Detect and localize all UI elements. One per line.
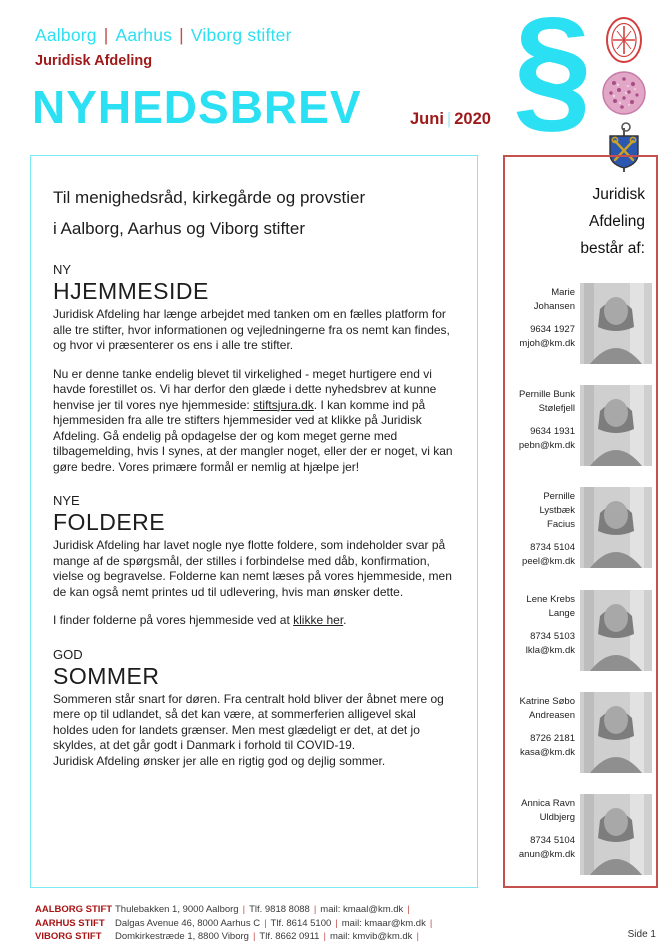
sections-container: [53, 261, 453, 769]
footer-row: [35, 917, 436, 931]
staff-name: Pernille Bunk Stølefjell: [519, 389, 575, 414]
staff-name: Marie Johansen: [533, 287, 575, 312]
staff-photo: [580, 794, 652, 875]
separator: |: [446, 110, 452, 128]
staff-entry: [505, 590, 652, 671]
issue-month: Juni: [410, 110, 444, 128]
stifts-header-line: [35, 25, 292, 46]
staff-entry: [505, 692, 652, 773]
separator: |: [429, 917, 433, 929]
intro-line-2: i Aalborg, Aarhus og Viborg stifter: [53, 219, 306, 238]
paragraph: Juridisk Afdeling ønsker jer alle en rigtig god og dejlig sommer.: [53, 753, 386, 768]
footer-stift-label: VIBORG STIFT: [35, 931, 102, 942]
staff-photo: [580, 487, 652, 568]
staff-name: Pernille Lystbæk Facius: [539, 491, 575, 530]
staff-name: Katrine Søbo Andreasen: [519, 696, 575, 721]
staff-phone: 8734 5104: [530, 542, 575, 553]
footer-segment: Dalgas Avenue 46, 8000 Aarhus C: [115, 917, 261, 929]
staff-list: [505, 283, 656, 875]
stift-name-aalborg: Aalborg: [35, 25, 97, 45]
stift-name-viborg: Viborg stifter: [190, 25, 292, 45]
footer-segment: Domkirkestræde 1, 8800 Viborg: [115, 931, 249, 942]
footer-stift-label: AARHUS STIFT: [35, 917, 105, 929]
staff-email: anun@km.dk: [518, 849, 575, 860]
staff-email: lkla@km.dk: [525, 645, 575, 656]
paragraph: Nu er denne tanke endelig blevet til virkelighed - meget hurtigere end vi havde forestillet os. Vi har derfor den glæde i dette nyhedsbrev at kunne henvise jer til vores nye hjemmeside: stiftsjura.dk. I kan komme ind på hjemmesiden fra alle tre stifters hjemmesider ved at klikke på Juridisk Afdeling. Gå endelig på opdagelse der og kom meget gerne med tilbagemelding, hvis I synes, at der mangler noget, eller der er noget, vi kan gøre bedre. Vores primære formål er nemlig at hjælpe jer!: [53, 366, 453, 474]
staff-email: peel@km.dk: [522, 556, 575, 567]
section-kicker: NY: [53, 262, 72, 277]
staff-details: [511, 692, 575, 773]
aalborg-stift-seal-icon: [605, 16, 643, 64]
footer-stift-label: AALBORG STIFT: [35, 904, 113, 915]
separator: |: [313, 904, 317, 915]
separator: |: [252, 931, 256, 942]
paragraph: Juridisk Afdeling har længe arbejdet med tanken om en fælles platform for alle tre stifter, hvor informationen og vejledningerne fra os nemt kan findes, og hvor vi præsenterer os ens i alle tre stifter.: [53, 307, 450, 352]
paragraph: Juridisk Afdeling har lavet nogle nye flotte foldere, som indeholder svar på mange af de spørgsmål, der stilles i forbindelse med dåb, konfirmation, vielse og begravelse. Folderne kan nemt læses på vores hjemmeside, men de kan også nemt printes ud til udlevering, hvis man ønsker dette.: [53, 538, 452, 599]
section-heading: FOLDERE: [53, 509, 166, 535]
stift-seals: [600, 16, 648, 174]
separator: |: [335, 917, 338, 929]
staff-photo: [580, 385, 652, 466]
stift-name-aarhus: Aarhus: [115, 25, 173, 45]
staff-entry: [505, 794, 652, 875]
separator: |: [407, 904, 410, 915]
footer-segment: Thulebakken 1, 9000 Aalborg: [115, 904, 239, 915]
section-heading: SOMMER: [53, 662, 160, 689]
staff-entry: [505, 283, 652, 364]
footer-segment: Tlf. 8614 5100: [270, 917, 332, 929]
sidebar-title-line: Juridisk: [592, 186, 645, 203]
footer-row: [35, 930, 436, 944]
separator: |: [103, 25, 109, 45]
staff-details: [511, 487, 575, 569]
sidebar-title-line: består af:: [580, 240, 645, 257]
separator: |: [416, 931, 419, 942]
staff-phone: 9634 1927: [530, 324, 575, 335]
section-paragraphs: [53, 538, 453, 629]
staff-details: [511, 590, 575, 671]
main-content-box: [30, 155, 478, 888]
paragraph: Sommeren står snart for døren. Fra centralt hold bliver der åbnet mere og mere op til udlandet, så det kan være, at sommerferien alligevel skal holdes uden for landets grænser. Men mest glædeligt er det, at det jo skyldes, at det går godt i Danmark i forhold til COVID-19.: [53, 691, 444, 752]
footer-segment: Tlf. 8662 0911: [259, 931, 320, 942]
aarhus-stift-seal-icon: [602, 71, 646, 115]
footer-contact-info: [115, 918, 436, 929]
staff-details: [511, 385, 575, 466]
intro-line-1: Til menighedsråd, kirkegårde og provstier: [53, 188, 366, 207]
staff-photo: [580, 590, 652, 671]
staff-phone: 8734 5104: [530, 835, 575, 846]
staff-phone: 8734 5103: [530, 631, 575, 642]
footer-segment: mail: kmvib@km.dk: [329, 931, 413, 942]
newsletter-section: [53, 261, 453, 475]
issue-date: [410, 110, 491, 129]
footer-segment: mail: kmaal@km.dk: [320, 904, 404, 915]
newsletter-title: NYHEDSBREV: [32, 81, 362, 133]
sidebar-title: [505, 181, 645, 262]
staff-photo: [580, 283, 652, 364]
page-number: Side 1: [627, 929, 656, 940]
sidebar-title-line: Afdeling: [588, 213, 645, 230]
section-heading: HJEMMESIDE: [53, 278, 209, 304]
staff-email: pebn@km.dk: [518, 440, 575, 451]
staff-email: mjoh@km.dk: [519, 338, 575, 349]
separator: |: [242, 904, 246, 915]
separator: |: [179, 25, 184, 45]
footer-row: [35, 903, 436, 917]
staff-sidebar: [503, 155, 658, 888]
paragraph: I finder folderne på vores hjemmeside ved at klikke her.: [53, 613, 347, 627]
footer-contact-info: [115, 931, 423, 942]
newsletter-section: [53, 492, 453, 629]
intro-text: [53, 182, 453, 244]
department-label: Juridisk Afdeling: [35, 53, 153, 69]
section-paragraphs: [53, 692, 453, 770]
paragraph-symbol: §: [513, 0, 592, 147]
inline-link[interactable]: klikke her: [293, 613, 344, 627]
section-paragraphs: [53, 307, 453, 475]
staff-details: [511, 283, 575, 364]
issue-year: 2020: [454, 110, 491, 128]
inline-link[interactable]: stiftsjura.dk: [253, 397, 314, 412]
staff-details: [511, 794, 575, 875]
staff-phone: 8726 2181: [530, 733, 575, 744]
section-kicker: NYE: [53, 493, 80, 508]
staff-photo: [580, 692, 652, 773]
staff-phone: 9634 1931: [530, 426, 575, 437]
footer-segment: Tlf. 9818 8088: [249, 904, 310, 915]
footer-segment: mail: kmaar@km.dk: [341, 917, 426, 929]
staff-entry: [505, 487, 652, 569]
separator: |: [323, 931, 326, 942]
staff-name: Annica Ravn Uldbjerg: [521, 798, 575, 823]
newsletter-section: [53, 646, 453, 770]
section-kicker: GOD: [53, 646, 83, 662]
separator: |: [264, 917, 267, 929]
staff-email: kasa@km.dk: [519, 747, 575, 758]
staff-name: Lene Krebs Lange: [526, 594, 575, 619]
footer-contact-info: [115, 904, 414, 915]
footer: [35, 903, 436, 944]
staff-entry: [505, 385, 652, 466]
